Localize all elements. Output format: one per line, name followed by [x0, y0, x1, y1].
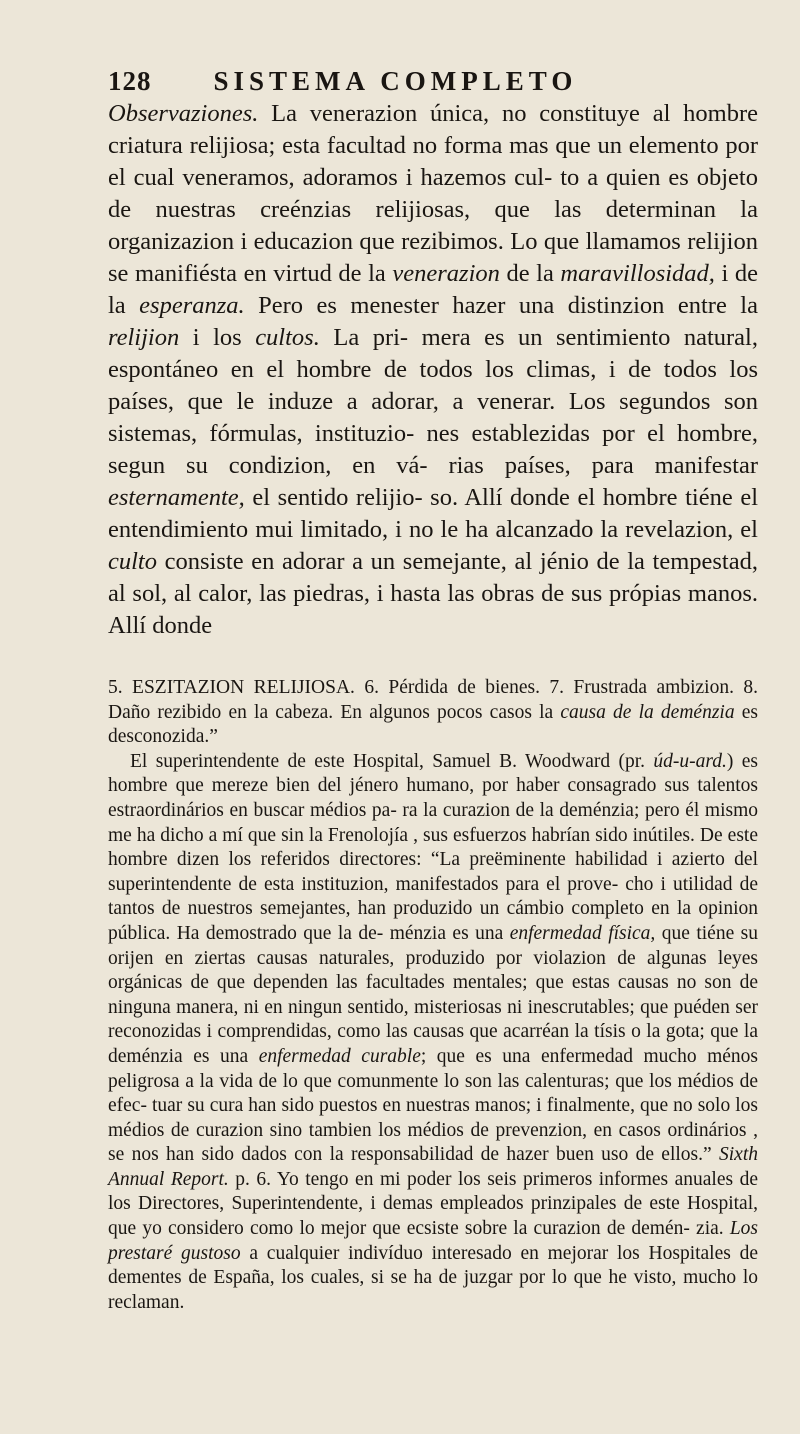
note-heading: 5. ESZITAZION RELIJIOSA.	[108, 677, 355, 698]
section-lead: Observaziones.	[108, 100, 259, 127]
text-run: que tiéne su orijen en ziertas causas naturales, produzido por violazion de algunas leyes orgánicas de que dependen las facultades mentales; que estas causas no son de ninguna manera, ni en ningun sentido, misteriosas ni inescrutables; que puéden ser reconozidas i comprendidas, como las causas que acarréan la tísis o la gota; que la deménzia es una	[108, 922, 758, 1067]
italic-term: úd-u-ard.	[653, 750, 727, 772]
text-run: a cualquier indivíduo interesado en mejorar los Hospitales de dementes de España, los cuales, si se ha de juzgar por lo que he visto, mucho lo reclaman.	[108, 1242, 758, 1313]
main-paragraph	[108, 98, 758, 642]
text-run: i los	[179, 324, 256, 351]
italic-term: maravillosidad,	[560, 260, 715, 287]
italic-term: Los prestaré gustoso	[108, 1218, 758, 1264]
italic-term: enfermedad física,	[509, 922, 656, 944]
italic-term: Sixth Annual Report.	[108, 1144, 758, 1190]
footnote-paragraph	[108, 750, 758, 1316]
italic-term: causa de la deménzia	[560, 701, 735, 723]
text-run: i de la	[108, 260, 759, 319]
footnote-paragraph	[108, 676, 758, 750]
page-header	[108, 66, 758, 96]
text-run: El superintendente de este Hospital, Samuel B. Woodward (pr.	[130, 750, 654, 772]
footnotes	[108, 676, 758, 1315]
text-run: p. 6. Yo tengo en mi poder los seis primeros informes anuales de los Directores, Superintendente, i demas empleados prinzipales de este Hospital, que yo considero como lo mejor que ecsiste sobre la curazion de demén- zia.	[108, 1168, 759, 1240]
text-run: ; que es una enfermedad mucho ménos peligrosa a la vida de lo que comunmente lo son las calenturas; que los médios de efec- tuar su cura han sido puestos en nuestras manos; i finalmente, que no solo los médios de curazion sino tambien los médios de prevenzion, en casos ordinários , se nos han sido dados con la responsabilidad de hazer buen uso de ellos.”	[108, 1045, 759, 1166]
text-run: Pero es menester hazer una distinzion entre la	[244, 292, 758, 319]
text-run: consiste en adorar a un semejante, al jénio de la tempestad, al sol, al calor, las piedras, i hasta las obras de sus própias manos. Allí donde	[108, 548, 758, 639]
running-title: SISTEMA COMPLETO	[213, 66, 578, 96]
italic-term: venerazion	[392, 260, 500, 287]
italic-term: culto	[108, 548, 157, 575]
text-run: La pri- mera es un sentimiento natural, espontáneo en el hombre de todos los climas, i de todos los países, que le induze a adorar, a venerar. Los segundos son sistemas, fórmulas, instituzio- nes establezidas por el hombre, segun su condizion, en vá- rias países, para manifestar	[108, 324, 758, 479]
text-run: el sentido relijio- so. Allí donde el hombre tiéne el entendimiento mui limitado, i no le ha alcanzado la revelazion, el	[108, 484, 758, 543]
text-run: La venerazion única, no constituye al hombre criatura relijiosa; esta facultad no forma mas que un elemento por el cual veneramos, adoramos i hazemos cul- to a quien es objeto de nuestras creénzias relijiosas, que las determinan la organizazion i educazion que rezibimos. Lo que llamamos relijion se manifiésta en virtud de la	[108, 100, 758, 287]
italic-term: esternamente,	[108, 484, 245, 511]
italic-term: relijion	[108, 324, 180, 351]
italic-term: esperanza.	[139, 292, 245, 319]
text-run: 6. Pérdida de bienes. 7. Frustrada ambizion. 8. Daño rezibido en la cabeza. En algunos pocos casos la	[108, 677, 758, 723]
italic-term: enfermedad curable	[258, 1045, 421, 1067]
page-number: 128	[108, 66, 152, 96]
text-run: ) es hombre que mereze bien del jénero humano, por haber consagrado sus talentos estraordinários en buscar médios pa- ra la curazion de la deménzia; pero él mismo me ha dicho a mí que sin la Frenolojía , sus esfuerzos habrían sido inútiles. De este hombre dizen los referidos directores: “La preëminente habilidad i azierto del superintendente de esta instituzion, manifestados para el prove- cho i utilidad de tantos de nuestros semejantes, han produzido un cámbio completo en la opinion pública. Ha demostrado que la de- ménzia es una	[108, 750, 758, 944]
italic-term: cultos.	[255, 324, 320, 351]
text-run: de la	[499, 260, 561, 287]
text-run: es desconozida.”	[108, 701, 758, 748]
